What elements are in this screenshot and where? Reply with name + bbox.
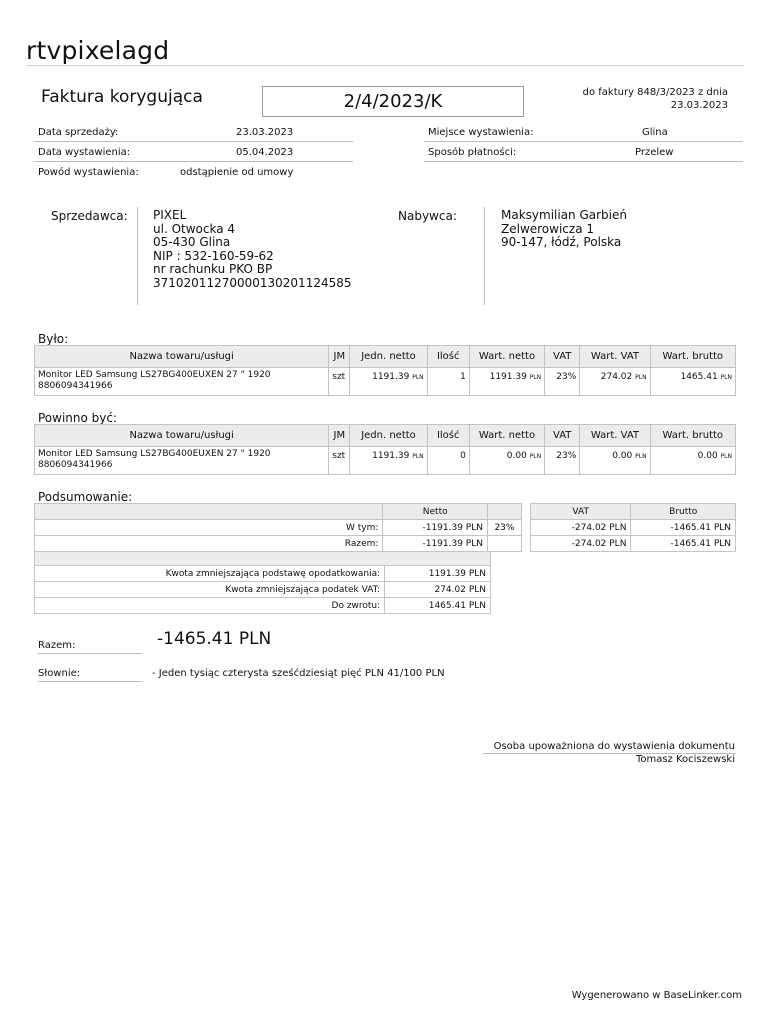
after-label: Powinno być: [38,411,118,425]
col-unit-net: Jedn. netto [350,425,427,447]
seller-label: Sprzedawca: [51,209,128,223]
payment-value: Przelew [635,147,674,158]
item-gross-value-amount: 1465.41 [680,372,718,382]
item-name [35,368,329,396]
col-name: Nazwa towaru/usługi [35,425,329,447]
reason-label: Powód wystawienia: [38,167,139,178]
col-qty: Ilość [427,346,469,368]
correction-row [35,566,491,582]
col-vat-value: Wart. VAT [580,425,650,447]
summary-row1-vat: -274.02 PLN [530,520,631,536]
item-unit-net [350,447,427,475]
buyer-label: Nabywca: [398,209,457,223]
item-unit-net-value: 1191.39 [372,451,410,461]
invoice-reference [583,86,728,112]
reduce-vat-value: 274.02 PLN [385,582,491,598]
item-name-line1: Monitor LED Samsung LS27BG400EUXEN 27 " 1920 [38,449,271,459]
issue-date-label: Data wystawienia: [38,147,131,158]
reason-value: odstąpienie od umowy [180,167,294,178]
item-gross-value-amount: 0.00 [697,451,718,461]
meta-left [34,122,353,182]
summary-col-vat: VAT [530,504,631,520]
item-qty: 1 [427,368,469,396]
item-qty: 0 [427,447,469,475]
payment-row [424,142,743,162]
before-table [34,345,736,396]
item-vat-value [580,447,650,475]
refund-label: Do zwrotu: [35,598,385,614]
sale-date-label: Data sprzedaży: [38,127,119,138]
signature-name: Tomasz Kociszewski [635,754,735,765]
issue-date-value: 05.04.2023 [236,147,294,158]
item-unit-net [350,368,427,396]
col-vat-value: Wart. VAT [580,346,650,368]
table-header [35,425,736,447]
currency-label: PLN [412,374,424,381]
item-ean: 8806094341966 [38,381,113,391]
item-unit: szt [329,368,350,396]
col-unit: JM [329,425,350,447]
summary-row2-rate [487,536,521,552]
currency-label: PLN [720,453,732,460]
summary-header-row [35,504,736,520]
sale-date-value: 23.03.2023 [236,127,294,138]
item-unit: szt [329,447,350,475]
currency-label: PLN [635,374,647,381]
meta-right [424,122,743,162]
reduce-vat-label: Kwota zmniejszająca podatek VAT: [35,582,385,598]
buyer-divider [484,207,485,305]
col-unit-net: Jedn. netto [350,346,427,368]
currency-label: PLN [635,453,647,460]
summary-gap [521,536,530,552]
item-net-value [469,447,544,475]
item-name [35,447,329,475]
summary-row2-vat: -274.02 PLN [530,536,631,552]
place-value: Glina [642,127,668,138]
item-vat: 23% [545,447,580,475]
correction-row [35,582,491,598]
total-value: -1465.41 PLN [157,629,272,649]
summary-row1-label: W tym: [35,520,383,536]
reference-date: 23.03.2023 [670,100,728,111]
summary-col-rate [487,504,521,520]
summary-row2-gross: -1465.41 PLN [631,536,736,552]
signature-title: Osoba upoważniona do wystawienia dokumentu [493,741,735,752]
summary-row-total [35,536,736,552]
col-vat: VAT [545,425,580,447]
col-net-value: Wart. netto [469,425,544,447]
header-divider [26,65,744,66]
summary-header-blank [35,504,383,520]
summary-row1-gross: -1465.41 PLN [631,520,736,536]
summary-gap [521,520,530,536]
reduce-base-value: 1191.39 PLN [385,566,491,582]
summary-table [34,503,736,552]
col-unit: JM [329,346,350,368]
correction-header-blank [35,552,491,566]
currency-label: PLN [720,374,732,381]
reference-invoice: do faktury 848/3/2023 z dnia [582,87,728,98]
item-unit-net-value: 1191.39 [372,372,410,382]
generated-by: Wygenerowano w BaseLinker.com [571,990,742,1001]
summary-row1-net: -1191.39 PLN [383,520,488,536]
after-table [34,424,736,475]
currency-label: PLN [412,453,424,460]
total-label: Razem: [38,640,142,654]
item-vat-value-amount: 274.02 [600,372,633,382]
summary-row1-rate: 23% [487,520,521,536]
item-gross-value [650,368,735,396]
correction-header [35,552,491,566]
seller-divider [137,207,138,305]
document-title: Faktura korygująca [41,87,203,107]
item-vat-value [580,368,650,396]
summary-gap [521,504,530,520]
refund-value: 1465.41 PLN [385,598,491,614]
col-net-value: Wart. netto [469,346,544,368]
correction-row [35,598,491,614]
summary-row2-label: Razem: [35,536,383,552]
table-header [35,346,736,368]
sale-date-row [34,122,353,142]
currency-label: PLN [529,453,542,460]
col-name: Nazwa towaru/usługi [35,346,329,368]
item-net-value [469,368,544,396]
table-row [35,447,736,475]
summary-label: Podsumowanie: [38,490,133,504]
document-number: 2/4/2023/K [262,86,524,117]
place-label: Miejsce wystawienia: [428,127,534,138]
summary-row-detail [35,520,736,536]
item-ean: 8806094341966 [38,460,113,470]
col-gross-value: Wart. brutto [650,425,735,447]
col-qty: Ilość [427,425,469,447]
before-label: Było: [38,332,69,346]
company-name: rtvpixelagd [26,36,170,65]
words-value: - Jeden tysiąc czterysta sześćdziesiąt pięć PLN 41/100 PLN [152,668,445,679]
item-vat-value-amount: 0.00 [612,451,633,461]
words-label: Słownie: [38,668,142,682]
seller-details: PIXEL ul. Otwocka 4 05-430 Glina NIP : 532-160-59-62 nr rachunku PKO BP 37102011270000130201124585 [153,208,352,290]
col-vat: VAT [545,346,580,368]
col-gross-value: Wart. brutto [650,346,735,368]
item-net-value-amount: 0.00 [506,451,527,461]
correction-table [34,551,491,614]
reduce-base-label: Kwota zmniejszająca podstawę opodatkowania: [35,566,385,582]
table-row [35,368,736,396]
buyer-details: Maksymilian Garbień Zelwerowicza 1 90-147, łódź, Polska [501,208,627,249]
place-row [424,122,743,142]
payment-label: Sposób płatności: [428,147,517,158]
item-net-value-amount: 1191.39 [489,372,527,382]
summary-row2-net: -1191.39 PLN [383,536,488,552]
reason-row [34,162,353,182]
item-name-line1: Monitor LED Samsung LS27BG400EUXEN 27 " 1920 [38,370,271,380]
item-vat: 23% [545,368,580,396]
summary-col-net: Netto [383,504,488,520]
issue-date-row [34,142,353,162]
currency-label: PLN [529,374,542,381]
item-gross-value [650,447,735,475]
signature-line [483,753,736,754]
summary-col-gross: Brutto [631,504,736,520]
